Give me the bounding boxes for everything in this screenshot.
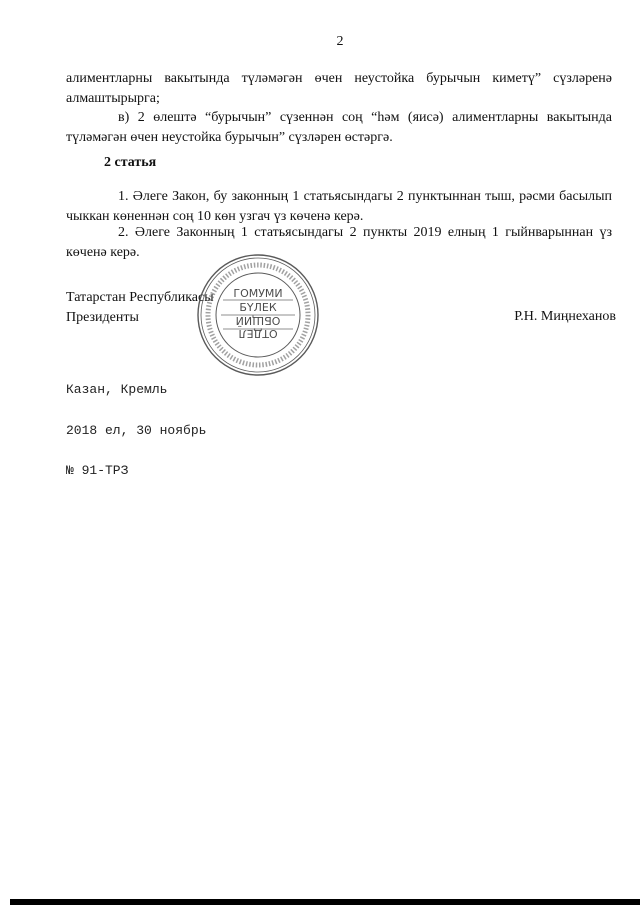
- signature-title-line2: Президенты: [66, 309, 139, 325]
- official-stamp: [195, 252, 321, 378]
- article-item-2: 2. Әлеге Законның 1 статьясындагы 2 пункты 2019 елның 1 гыйнварыннан үз көченә керә.: [66, 225, 612, 260]
- paragraph-item-v: в) 2 өлештә “бурычын” сүзеннән соң “һәм (яисә) алиментларны вакытында түләмәгән өчен неустойка бурычын” сүзләрен өстәргә.: [66, 110, 612, 145]
- paragraph-continuation: алиментларны вакытында түләмәгән өчен неустойка бурычын киметү” сүзләренә алмаштырырга;: [66, 71, 612, 106]
- stamp-line3: ОБЩИЙ: [235, 314, 281, 327]
- footer-number: № 91-ТРЗ: [66, 463, 129, 478]
- footer-date: 2018 ел, 30 ноябрь: [66, 422, 207, 438]
- article-heading: 2 статья: [104, 155, 157, 170]
- signature-title-line1: Татарстан Республикасы: [66, 290, 214, 305]
- page-number: 2: [336, 34, 344, 49]
- stamp-line2: БҮЛЕК: [239, 301, 277, 314]
- stamp-line1: ГОМУМИ: [233, 287, 283, 300]
- page-bottom-border: [10, 899, 640, 905]
- signature-name: Р.Н. Миңнеханов: [514, 309, 616, 324]
- stamp-line4: ОТДЕЛ: [238, 327, 278, 340]
- article-item-1: 1. Әлеге Закон, бу законның 1 статьясындагы 2 пунктыннан тыш, рәсми басылып чыккан көненнән соң 10 көн узгач үз көченә керә.: [66, 189, 612, 224]
- footer-block: [66, 356, 206, 491]
- footer-place: Казан, Кремль: [66, 382, 168, 397]
- signature-title: [66, 288, 214, 327]
